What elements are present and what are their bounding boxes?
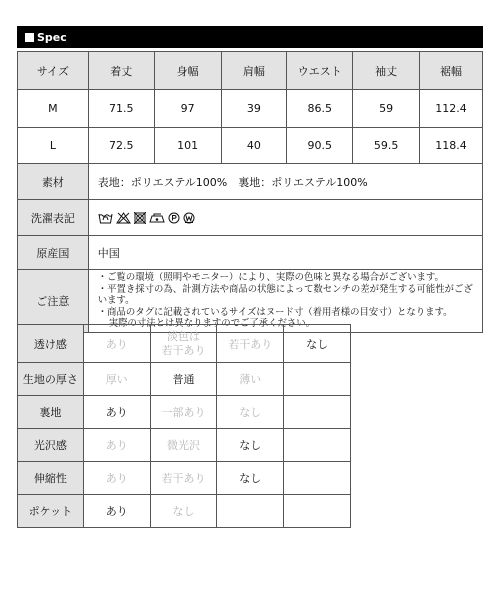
- eval-option-selected: なし: [284, 325, 351, 363]
- value-cell: 90.5: [287, 128, 353, 164]
- eval-option: 若干あり: [217, 325, 284, 363]
- eval-option: [284, 495, 351, 528]
- eval-option: [284, 462, 351, 495]
- table-row: [18, 128, 483, 164]
- header-hem: 裾幅: [420, 52, 483, 90]
- value-cell: 72.5: [88, 128, 154, 164]
- fabric-evaluation-table: [17, 324, 351, 528]
- value-cell: 97: [154, 90, 221, 128]
- eval-option: なし: [150, 495, 217, 528]
- eval-label-thickness: 生地の厚さ: [18, 363, 84, 396]
- size-cell: M: [18, 90, 89, 128]
- table-row: [18, 495, 351, 528]
- eval-option: [284, 429, 351, 462]
- header-width: 身幅: [154, 52, 221, 90]
- notes-row: [18, 270, 483, 333]
- square-bullet-icon: [25, 33, 34, 42]
- table-row: [18, 462, 351, 495]
- value-cell: 40: [221, 128, 287, 164]
- material-label: 素材: [18, 164, 89, 200]
- table-row: [18, 325, 351, 363]
- iron-low-icon: [149, 212, 165, 224]
- eval-option-selected: なし: [217, 462, 284, 495]
- eval-option-selected: あり: [83, 495, 150, 528]
- table-row: [18, 363, 351, 396]
- value-cell: 101: [154, 128, 221, 164]
- value-cell: 39: [221, 90, 287, 128]
- wet-clean-w-icon: [183, 212, 195, 224]
- eval-label-lining: 裏地: [18, 396, 84, 429]
- note-line: ・商品のタグに記載されているサイズはヌード寸（着用者様の目安寸）となります。: [97, 306, 453, 318]
- origin-value: 中国: [88, 236, 482, 270]
- eval-option: なし: [217, 396, 284, 429]
- dry-clean-p-icon: [168, 212, 180, 224]
- header-waist: ウエスト: [287, 52, 353, 90]
- eval-label-stretch: 伸縮性: [18, 462, 84, 495]
- care-row: [18, 200, 483, 236]
- note-line: ・平置き採寸の為、計測方法や商品の状態によって数センチの差が発生する可能性がございます。: [97, 283, 473, 306]
- no-bleach-icon: [116, 212, 131, 224]
- notes-cell: [88, 270, 482, 333]
- eval-label-gloss: 光沢感: [18, 429, 84, 462]
- no-tumble-dry-icon: [134, 212, 146, 224]
- size-cell: L: [18, 128, 89, 164]
- eval-option: あり: [83, 325, 150, 363]
- header-length: 着丈: [88, 52, 154, 90]
- material-row: [18, 164, 483, 200]
- size-spec-table: [17, 51, 483, 333]
- eval-option: 一部あり: [150, 396, 217, 429]
- spec-title: Spec: [37, 30, 67, 44]
- eval-option: あり: [83, 462, 150, 495]
- eval-option: [217, 495, 284, 528]
- care-icons-cell: [88, 200, 482, 236]
- material-value: 表地：ポリエステル100% 裏地：ポリエステル100%: [88, 164, 482, 200]
- table-row: [18, 396, 351, 429]
- spec-header: [17, 26, 483, 48]
- care-label: 洗濯表記: [18, 200, 89, 236]
- eval-option: あり: [83, 429, 150, 462]
- eval-option-selected: なし: [217, 429, 284, 462]
- eval-option: 厚い: [83, 363, 150, 396]
- eval-option-selected: あり: [83, 396, 150, 429]
- value-cell: 86.5: [287, 90, 353, 128]
- table-row: [18, 90, 483, 128]
- origin-label: 原産国: [18, 236, 89, 270]
- value-cell: 112.4: [420, 90, 483, 128]
- value-cell: 71.5: [88, 90, 154, 128]
- table-row: [18, 429, 351, 462]
- eval-label-transparency: 透け感: [18, 325, 84, 363]
- value-cell: 118.4: [420, 128, 483, 164]
- eval-option: 若干あり: [150, 462, 217, 495]
- value-cell: 59.5: [353, 128, 420, 164]
- eval-option: 微光沢: [150, 429, 217, 462]
- eval-option: [284, 363, 351, 396]
- eval-option: 薄い: [217, 363, 284, 396]
- origin-row: [18, 236, 483, 270]
- eval-option: [284, 396, 351, 429]
- eval-option: 淡色は 若干あり: [150, 325, 217, 363]
- notes-label: ご注意: [18, 270, 89, 333]
- eval-label-pocket: ポケット: [18, 495, 84, 528]
- size-header-row: [18, 52, 483, 90]
- hand-wash-icon: [98, 212, 113, 224]
- value-cell: 59: [353, 90, 420, 128]
- eval-option-selected: 普通: [150, 363, 217, 396]
- note-line: ・ご覧の環境（照明やモニター）により、実際の色味と異なる場合がございます。: [97, 272, 444, 283]
- note-line: 実際の寸法とは異なりますのでご了承ください。: [108, 318, 316, 329]
- header-shoulder: 肩幅: [221, 52, 287, 90]
- header-size: サイズ: [18, 52, 89, 90]
- header-sleeve: 袖丈: [353, 52, 420, 90]
